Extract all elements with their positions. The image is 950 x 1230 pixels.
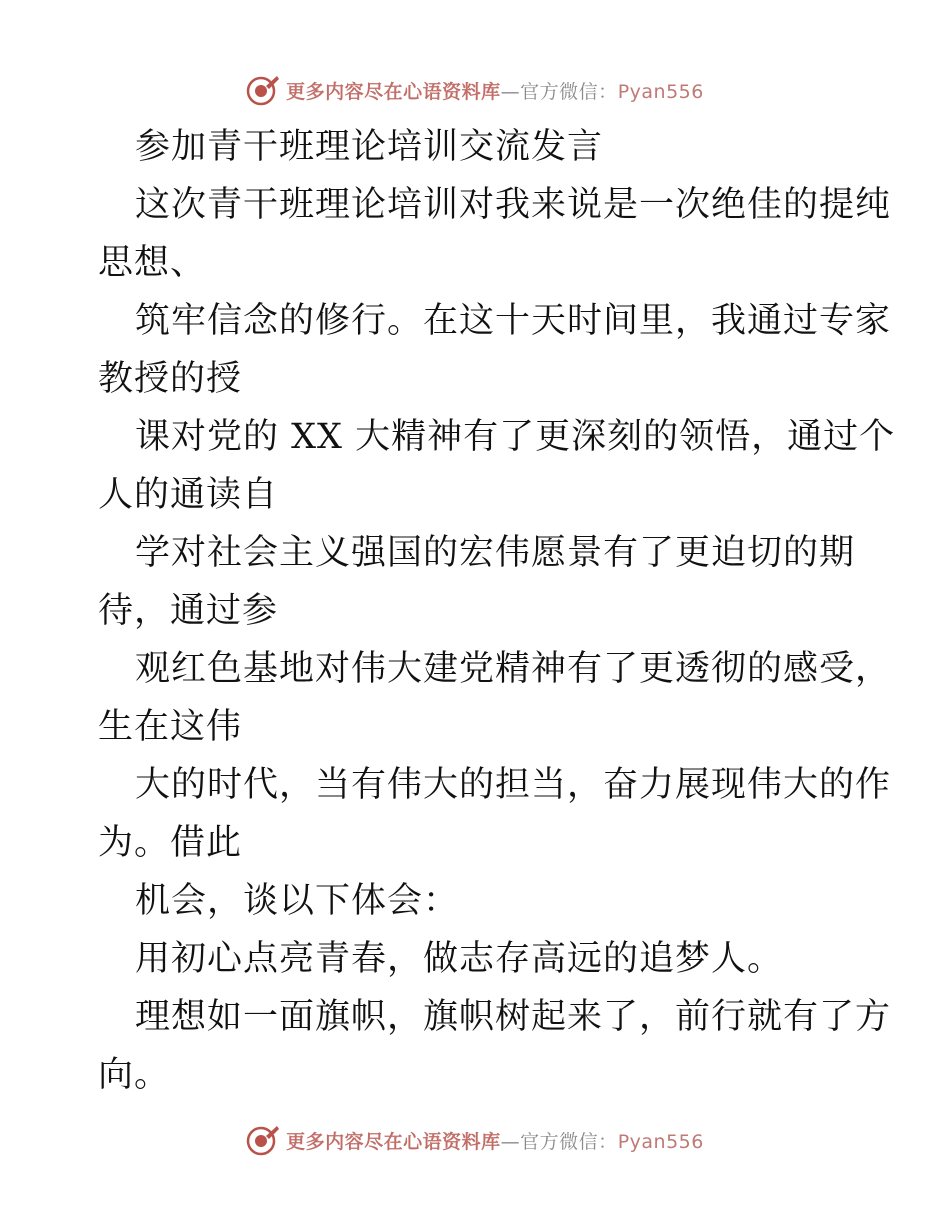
header-banner-label: 官方微信： [520, 80, 618, 103]
doc-line: 人的通读自 [98, 475, 279, 515]
header-banner-main: 更多内容尽在心语资料库 [286, 80, 501, 103]
doc-line: 观红色基地对伟大建党精神有了更透彻的感受， [135, 649, 892, 689]
header-banner-id: Pyan556 [617, 80, 704, 103]
header-banner-text [286, 77, 704, 104]
doc-line: 思想、 [98, 243, 207, 283]
header-banner [0, 70, 950, 110]
doc-line: 大的时代，当有伟大的担当，奋力展现伟大的作 [135, 765, 892, 805]
footer-banner-id: Pyan556 [617, 1130, 704, 1153]
doc-line: 课对党的 XX 大精神有了更深刻的领悟，通过个 [135, 417, 896, 457]
footer-banner-main: 更多内容尽在心语资料库 [286, 1130, 501, 1153]
pen-logo-icon [246, 73, 280, 107]
doc-line: 筑牢信念的修行。在这十天时间里，我通过专家 [135, 301, 892, 341]
pen-logo-icon [246, 1123, 280, 1157]
footer-banner-label: 官方微信： [520, 1130, 618, 1153]
doc-line: 为。借此 [98, 823, 243, 863]
doc-line: 机会，谈以下体会： [135, 881, 460, 921]
doc-line: 这次青干班理论培训对我来说是一次绝佳的提纯 [135, 185, 892, 225]
doc-line: 用初心点亮青春，做志存高远的追梦人。 [135, 939, 784, 979]
doc-line: 待，通过参 [98, 591, 279, 631]
doc-line: 教授的授 [98, 359, 243, 399]
footer-banner [0, 1120, 950, 1160]
doc-line: 向。 [98, 1055, 171, 1095]
doc-line: 理想如一面旗帜，旗帜树起来了，前行就有了方 [135, 997, 892, 1037]
doc-title: 参加青干班理论培训交流发言 [135, 127, 604, 167]
doc-line: 生在这伟 [98, 707, 243, 747]
doc-line: 学对社会主义强国的宏伟愿景有了更迫切的期 [135, 533, 856, 573]
header-banner-sep: — [500, 80, 521, 103]
footer-banner-text [286, 1127, 704, 1154]
footer-banner-sep: — [500, 1130, 521, 1153]
